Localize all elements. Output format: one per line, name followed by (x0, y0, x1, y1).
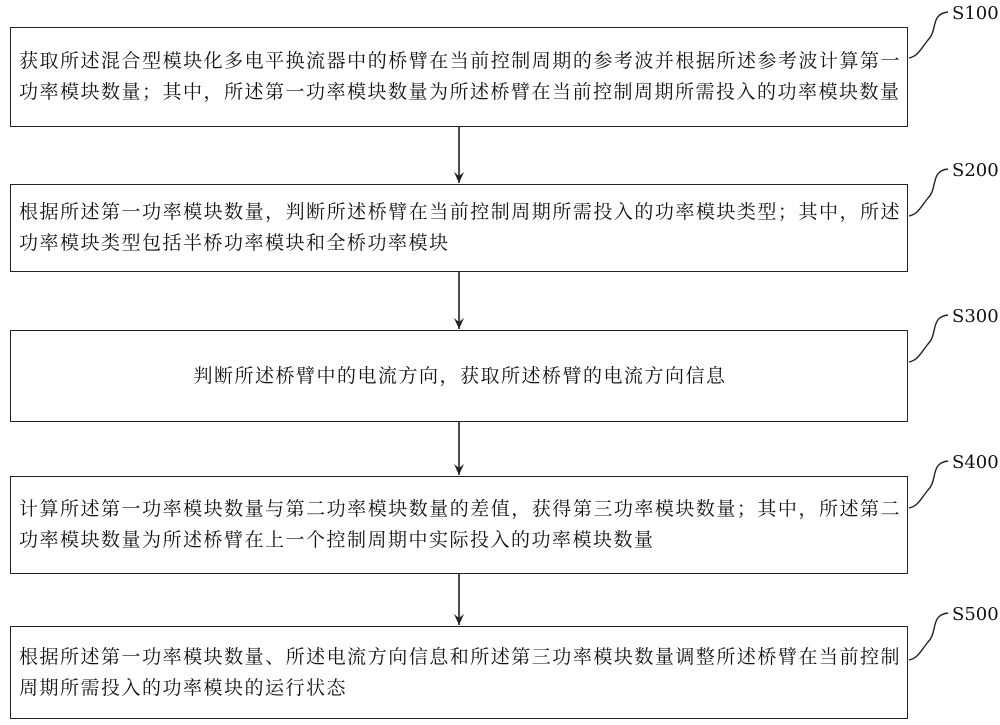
leader-s300 (909, 315, 948, 362)
step-text-s100: 获取所述混合型模块化多电平换流器中的桥臂在当前控制周期的参考波并根据所述参考波计算第一功率模块数量；其中，所述第一功率模块数量为所述桥臂在当前控制周期所需投入的功率模块数量 (19, 50, 901, 103)
leader-s100 (909, 12, 948, 58)
step-text-s400: 计算所述第一功率模块数量与第二功率模块数量的差值，获得第三功率模块数量；其中，所述第二功率模块数量为所述桥臂在上一个控制周期中实际投入的功率模块数量 (19, 498, 901, 551)
step-text-s300: 判断所述桥臂中的电流方向，获取所述桥臂的电流方向信息 (193, 364, 727, 387)
step-label-s100: S100 (952, 3, 999, 24)
leader-s200 (909, 169, 948, 216)
leader-s400 (909, 461, 948, 508)
step-text-s500: 根据所述第一功率模块数量、所述电流方向信息和所述第三功率模块数量调整所述桥臂在当前控制周期所需投入的功率模块的运行状态 (19, 645, 901, 699)
step-label-s200: S200 (952, 160, 999, 181)
leader-s500 (909, 613, 948, 660)
step-text-s200: 根据所述第一功率模块数量，判断所述桥臂在当前控制周期所需投入的功率模块类型；其中，所述功率模块类型包括半桥功率模块和全桥功率模块 (19, 201, 901, 254)
step-label-s400: S400 (952, 452, 999, 473)
step-label-s500: S500 (952, 604, 999, 625)
step-label-s300: S300 (952, 306, 999, 327)
